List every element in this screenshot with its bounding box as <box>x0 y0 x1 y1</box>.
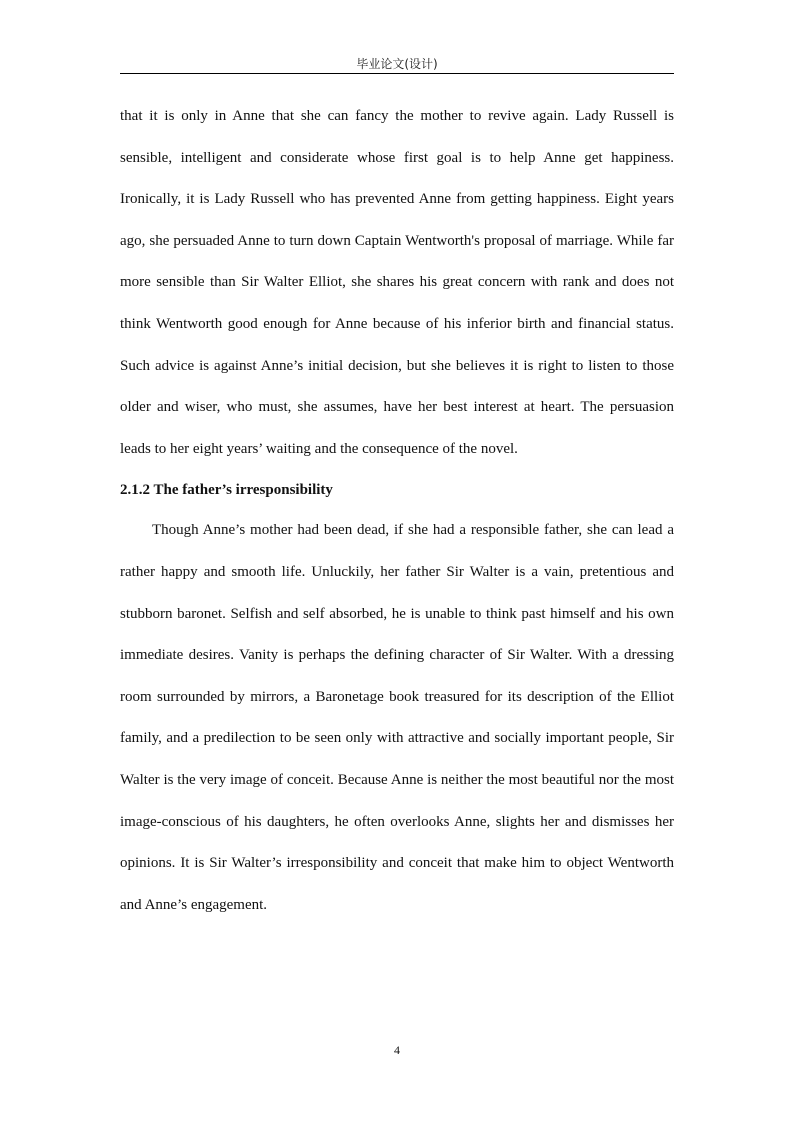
paragraph-father: Though Anne’s mother had been dead, if she had a responsible father, she can lead a rather happy and smooth life. Unluckily, her father Sir Walter is a vain, pretentious and stubborn baronet. Selfish and self absorbed, he is unable to think past himself and his own immediate desires. Vanity is perhaps the defining character of Sir Walter. With a dressing room surrounded by mirrors, a Baronetage book treasured for its description of the Elliot family, and a predilection to be seen only with attractive and socially important people, Sir Walter is the very image of conceit. Because Anne is neither the most beautiful nor the most image-conscious of his daughters, he often overlooks Anne, slights her and dismisses her opinions. It is Sir Walter’s irresponsibility and conceit that make him to object Wentworth and Anne’s engagement. <box>120 522 674 913</box>
page-header: 毕业论文(设计) <box>356 57 438 71</box>
header-divider <box>120 73 674 74</box>
document-body <box>120 96 674 926</box>
section-heading: 2.1.2 The father’s irresponsibility <box>120 482 333 499</box>
page-number: 4 <box>394 1043 400 1057</box>
paragraph-lady-russell: that it is only in Anne that she can fancy the mother to revive again. Lady Russell is sensible, intelligent and considerate whose first goal is to help Anne get happiness. Ironically, it is Lady Russell who has prevented Anne from getting happiness. Eight years ago, she persuaded Anne to turn down Captain Wentworth's proposal of marriage. While far more sensible than Sir Walter Elliot, she shares his great concern with rank and does not think Wentworth good enough for Anne because of his inferior birth and financial status. Such advice is against Anne’s initial decision, but she believes it is right to listen to those older and wiser, who must, she assumes, have her best interest at heart. The persuasion leads to her eight years’ waiting and the consequence of the novel. <box>120 108 674 457</box>
